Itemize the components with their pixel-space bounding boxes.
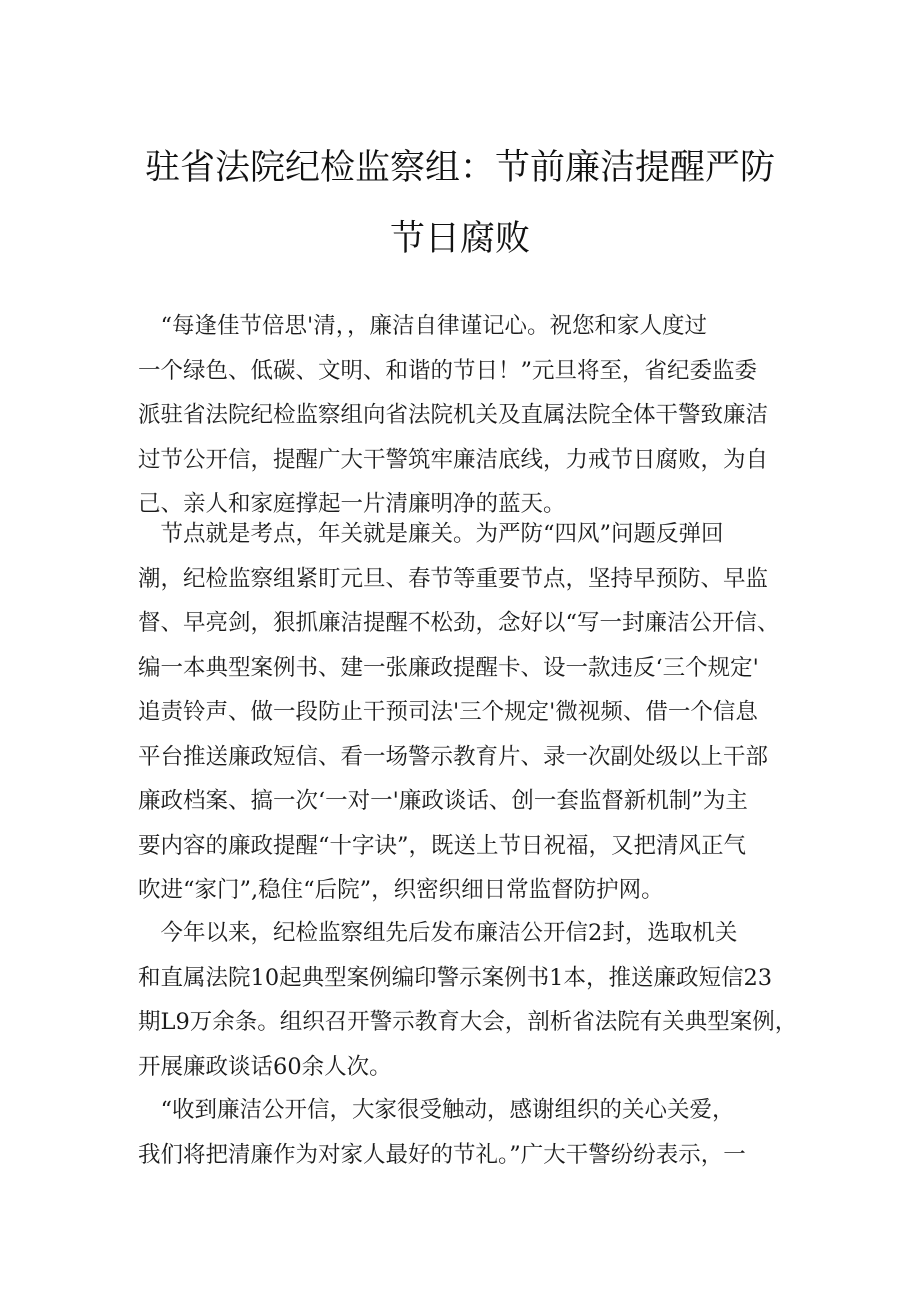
paragraph-line: 督、早亮剑，狠抓廉洁提醒不松劲，念好以“写一封廉洁公开信、	[138, 610, 780, 636]
paragraph-line: “收到廉洁公开信，大家很受触动，感谢组织的关心关爱，	[138, 1097, 735, 1123]
paragraph-4	[138, 1088, 798, 1177]
paragraph-line: 廉政档案、搞一次‘一对一'廉政谈话、创一套监督新机制”为主	[138, 788, 748, 814]
paragraph-line: 己、亲人和家庭撑起一片清廉明净的蓝天。	[138, 491, 566, 517]
document-title-line-1: 驻省法院纪检监察组：节前廉洁提醒严防	[144, 148, 775, 188]
paragraph-line: 编一本典型案例书、建一张廉政提醒卡、设一款违反‘三个规定'	[138, 654, 759, 681]
paragraph-line: 我们将把清廉作为对家人最好的节礼。”广大干警纷纷表示，一	[138, 1141, 746, 1168]
paragraph-1	[138, 304, 798, 527]
paragraph-line: 潮，纪检监察组紧盯元旦、春节等重要节点，坚持早预防、早监	[138, 565, 769, 592]
paragraph-line: 追责铃声、做一段防止干预司法'三个规定'微视频、借一个信息	[138, 699, 758, 725]
paragraph-line: 开展廉政谈话60余人次。	[138, 1053, 392, 1080]
paragraph-line: 派驻省法院纪检监察组向省法院机关及直属法院全体干警致廉洁	[138, 402, 769, 428]
paragraph-line: 要内容的廉政提醒“十字诀”，既送上节日祝福，又把清风正气	[138, 832, 747, 859]
paragraph-line: “每逢佳节倍思'清，，廉洁自律谨记心。祝您和家人度过	[138, 313, 707, 339]
paragraph-line: 节点就是考点，年关就是廉关。为严防“四风”问题反弹回	[138, 521, 724, 547]
paragraph-line: 平台推送廉政短信、看一场警示教育片、录一次副处级以上干部	[138, 743, 769, 770]
paragraph-line: 今年以来，纪检监察组先后发布廉洁公开信2封，选取机关	[138, 920, 738, 946]
paragraph-line: 期L9万余条。组织召开警示教育大会，剖析省法院有关典型案例，	[138, 1009, 798, 1035]
document-title-line-2: 节日腐败	[389, 219, 530, 259]
paragraph-line: 过节公开信，提醒广大干警筑牢廉洁底线，力戒节日腐败，为自	[138, 446, 769, 473]
paragraph-line: 和直属法院10起典型案例编印警示案例书1本，推送廉政短信23	[138, 964, 773, 991]
paragraph-3	[138, 911, 798, 1089]
paragraph-line: 吹进“家门”,稳住“后院”，织密织细日常监督防护网。	[138, 877, 664, 903]
paragraph-2	[138, 512, 798, 913]
paragraph-line: 一个绿色、低碳、文明、和谐的节日！”元旦将至，省纪委监委	[138, 357, 758, 384]
